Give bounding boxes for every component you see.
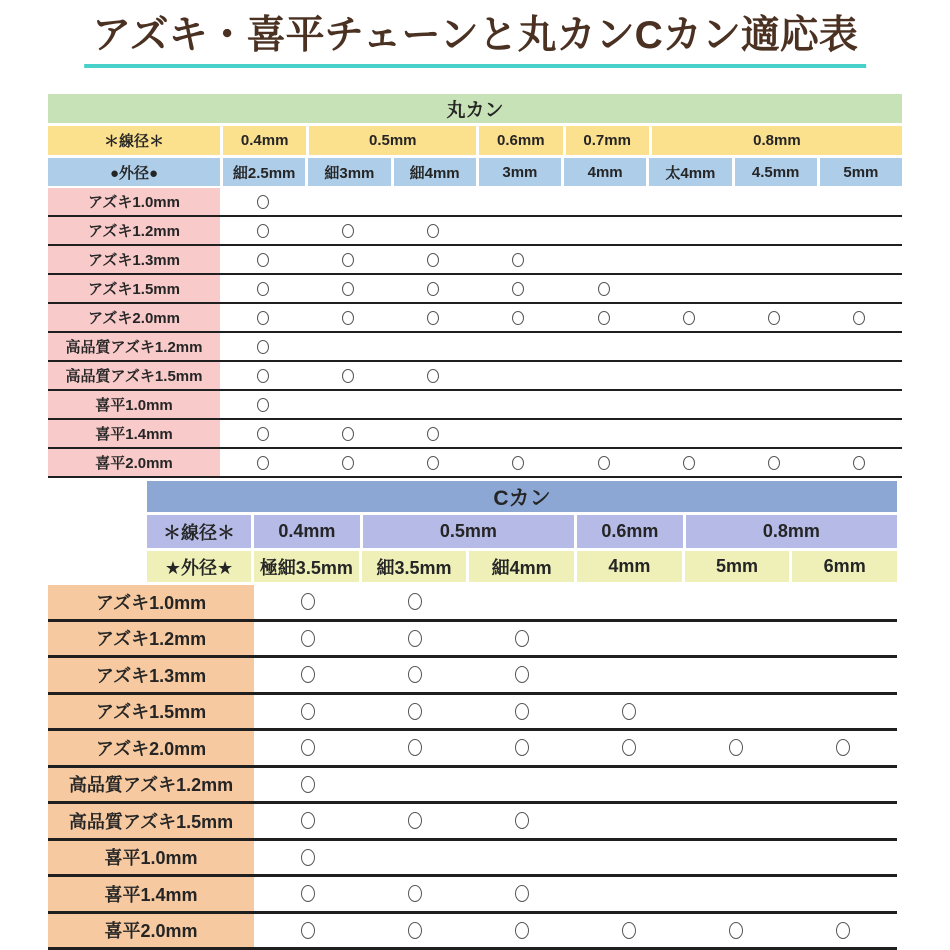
compatibility-circle: [729, 739, 743, 756]
compatibility-circle: [301, 703, 315, 720]
compatibility-circle: [515, 666, 529, 683]
chain-row-label: 喜平1.4mm: [48, 420, 220, 447]
compatibility-circle: [408, 703, 422, 720]
compat-cell: [576, 695, 683, 729]
compat-cell: [561, 449, 646, 476]
compat-cell: [646, 449, 731, 476]
compatibility-circle: [408, 630, 422, 647]
compat-cell: [561, 246, 646, 273]
compat-cell: [683, 768, 790, 802]
compat-cell: [561, 217, 646, 244]
compat-cell: [576, 585, 683, 619]
compatibility-circle: [408, 593, 422, 610]
compat-cell: [646, 420, 731, 447]
wire-diameter-cell: 0.8mm: [686, 515, 897, 548]
compat-cell: [476, 333, 561, 360]
chain-row-label: 高品質アズキ1.5mm: [48, 362, 220, 389]
compat-cell: [220, 391, 305, 418]
compatibility-circle: [427, 282, 439, 296]
compatibility-circle: [427, 456, 439, 470]
compat-cell: [683, 658, 790, 692]
compat-cell: [646, 391, 731, 418]
chain-row-label: アズキ1.2mm: [48, 622, 254, 656]
compat-cell: [305, 275, 390, 302]
compat-cell: [254, 841, 361, 875]
chain-row: [48, 449, 902, 478]
outer-diameter-cell: 5mm: [820, 158, 902, 186]
chain-row: [48, 622, 897, 659]
compat-cell: [361, 658, 468, 692]
compat-cell: [254, 768, 361, 802]
compat-cell: [790, 914, 897, 948]
chain-row-label: アズキ1.5mm: [48, 275, 220, 302]
compatibility-circle: [301, 630, 315, 647]
compat-cell: [817, 420, 902, 447]
compatibility-circle: [729, 922, 743, 939]
compat-cell: [732, 449, 817, 476]
compat-cell: [391, 391, 476, 418]
compat-cell: [732, 188, 817, 215]
compat-cell: [561, 275, 646, 302]
compat-cell: [683, 877, 790, 911]
compatibility-circle: [427, 224, 439, 238]
compat-cell: [561, 362, 646, 389]
compatibility-circle: [836, 739, 850, 756]
compat-cell: [391, 304, 476, 331]
compat-cell: [790, 731, 897, 765]
compat-cell: [220, 333, 305, 360]
compatibility-circle: [515, 812, 529, 829]
compatibility-circle: [257, 369, 269, 383]
chain-row: [48, 695, 897, 732]
compatibility-circle: [257, 224, 269, 238]
compat-cell: [220, 275, 305, 302]
compatibility-circle: [512, 311, 524, 325]
chain-row: [48, 420, 902, 449]
compat-cell: [391, 275, 476, 302]
compatibility-circle: [408, 885, 422, 902]
compat-cell: [576, 877, 683, 911]
compatibility-circle: [257, 282, 269, 296]
compatibility-circle: [342, 224, 354, 238]
compat-cell: [220, 304, 305, 331]
marukan-outer-row: [48, 158, 902, 186]
compat-cell: [732, 304, 817, 331]
compat-cell: [468, 768, 575, 802]
compat-cell: [646, 362, 731, 389]
compat-cell: [476, 391, 561, 418]
compatibility-circle: [408, 922, 422, 939]
chain-row: [48, 841, 897, 878]
compat-cell: [305, 217, 390, 244]
compat-cell: [254, 658, 361, 692]
compatibility-circle: [301, 666, 315, 683]
compat-cell: [561, 333, 646, 360]
chain-row: [48, 391, 902, 420]
chain-row: [48, 768, 897, 805]
compat-cell: [391, 362, 476, 389]
compat-cell: [732, 391, 817, 418]
compat-cell: [220, 188, 305, 215]
ckan-table-body: [48, 585, 897, 950]
compat-cell: [646, 217, 731, 244]
compat-cell: [790, 585, 897, 619]
compat-cell: [817, 391, 902, 418]
compat-cell: [561, 420, 646, 447]
wire-diameter-header-label: ＊線径＊: [48, 126, 220, 155]
outer-diameter-cell: 細3.5mm: [362, 551, 467, 582]
compat-cell: [361, 695, 468, 729]
compat-cell: [361, 622, 468, 656]
chain-row-label: アズキ1.2mm: [48, 217, 220, 244]
outer-diameter-header-label: ★外径★: [147, 551, 251, 582]
compatibility-circle: [301, 593, 315, 610]
chain-row-label: アズキ1.0mm: [48, 585, 254, 619]
compat-cell: [817, 449, 902, 476]
compat-cell: [576, 914, 683, 948]
outer-diameter-cell: 4.5mm: [735, 158, 817, 186]
compat-cell: [817, 188, 902, 215]
chain-row-label: 高品質アズキ1.2mm: [48, 768, 254, 802]
outer-diameter-cell: 3mm: [479, 158, 561, 186]
compatibility-circle: [515, 630, 529, 647]
chain-row-label: 高品質アズキ1.5mm: [48, 804, 254, 838]
compatibility-circle: [768, 311, 780, 325]
ckan-title: Cカン: [147, 481, 897, 512]
compatibility-circle: [257, 253, 269, 267]
compatibility-circle: [598, 456, 610, 470]
compatibility-circle: [512, 253, 524, 267]
compatibility-circle: [342, 282, 354, 296]
compat-cell: [790, 841, 897, 875]
compat-cell: [220, 362, 305, 389]
compatibility-circle: [301, 776, 315, 793]
compat-cell: [817, 246, 902, 273]
compatibility-circle: [301, 812, 315, 829]
compat-cell: [361, 804, 468, 838]
compatibility-circle: [683, 456, 695, 470]
compat-cell: [305, 391, 390, 418]
compatibility-circle: [257, 398, 269, 412]
compatibility-circle: [257, 311, 269, 325]
chain-row: [48, 333, 902, 362]
compatibility-circle: [768, 456, 780, 470]
compat-cell: [220, 449, 305, 476]
compat-cell: [561, 304, 646, 331]
compat-cell: [732, 275, 817, 302]
compat-cell: [790, 804, 897, 838]
wire-diameter-cell: 0.6mm: [479, 126, 562, 155]
compatibility-circle: [512, 456, 524, 470]
compat-cell: [790, 622, 897, 656]
outer-diameter-cell: 細4mm: [394, 158, 476, 186]
chain-row: [48, 658, 897, 695]
compatibility-circle: [342, 311, 354, 325]
outer-diameter-cell: 5mm: [685, 551, 790, 582]
compatibility-circle: [427, 311, 439, 325]
chain-row: [48, 217, 902, 246]
compat-cell: [732, 333, 817, 360]
compat-cell: [561, 188, 646, 215]
compatibility-circle: [427, 253, 439, 267]
wire-diameter-cell: 0.4mm: [223, 126, 306, 155]
wire-diameter-cell: 0.8mm: [652, 126, 902, 155]
compat-cell: [576, 622, 683, 656]
compatibility-circle: [408, 666, 422, 683]
compat-cell: [476, 362, 561, 389]
compat-cell: [361, 768, 468, 802]
compat-cell: [254, 622, 361, 656]
outer-diameter-header-label: ●外径●: [48, 158, 220, 186]
compat-cell: [254, 585, 361, 619]
compat-cell: [361, 841, 468, 875]
compatibility-circle: [836, 922, 850, 939]
compatibility-circle: [427, 369, 439, 383]
compat-cell: [817, 304, 902, 331]
compatibility-circle: [515, 739, 529, 756]
compatibility-circle: [853, 311, 865, 325]
compat-cell: [305, 188, 390, 215]
compat-cell: [683, 622, 790, 656]
compatibility-circle: [622, 703, 636, 720]
chain-row: [48, 246, 902, 275]
chain-row: [48, 275, 902, 304]
compat-cell: [790, 658, 897, 692]
outer-diameter-cell: 4mm: [564, 158, 646, 186]
compat-cell: [576, 731, 683, 765]
compat-cell: [817, 362, 902, 389]
compatibility-circle: [257, 427, 269, 441]
compatibility-circle: [342, 456, 354, 470]
compatibility-circle: [342, 369, 354, 383]
compat-cell: [305, 246, 390, 273]
compat-cell: [305, 362, 390, 389]
compat-cell: [476, 449, 561, 476]
chain-row: [48, 731, 897, 768]
compat-cell: [220, 246, 305, 273]
compatibility-circle: [515, 922, 529, 939]
compat-cell: [391, 333, 476, 360]
compat-cell: [361, 877, 468, 911]
compat-cell: [683, 731, 790, 765]
wire-diameter-cell: 0.4mm: [254, 515, 360, 548]
compat-cell: [476, 275, 561, 302]
chain-row-label: アズキ1.3mm: [48, 246, 220, 273]
compatibility-circle: [512, 282, 524, 296]
compatibility-circle: [301, 849, 315, 866]
chain-row: [48, 804, 897, 841]
compatibility-circle: [853, 456, 865, 470]
compat-cell: [391, 188, 476, 215]
chain-row-label: アズキ1.3mm: [48, 658, 254, 692]
chain-row-label: アズキ2.0mm: [48, 731, 254, 765]
compat-cell: [391, 246, 476, 273]
compat-cell: [732, 420, 817, 447]
compat-cell: [732, 217, 817, 244]
ckan-outer-row: [147, 551, 897, 582]
page-title: アズキ・喜平チェーンと丸カンCカン適応表: [84, 14, 866, 68]
compat-cell: [468, 622, 575, 656]
compat-cell: [646, 304, 731, 331]
outer-diameter-cell: 細2.5mm: [223, 158, 305, 186]
chain-row-label: アズキ1.0mm: [48, 188, 220, 215]
compat-cell: [790, 768, 897, 802]
compat-cell: [646, 188, 731, 215]
compat-cell: [220, 420, 305, 447]
wire-diameter-cell: 0.5mm: [309, 126, 476, 155]
chain-row: [48, 877, 897, 914]
compat-cell: [391, 217, 476, 244]
chain-row-label: 高品質アズキ1.2mm: [48, 333, 220, 360]
ckan-wire-row: [147, 515, 897, 548]
compat-cell: [305, 304, 390, 331]
marukan-title: 丸カン: [48, 94, 902, 123]
compat-cell: [361, 914, 468, 948]
compat-cell: [683, 585, 790, 619]
compatibility-circle: [257, 456, 269, 470]
compat-cell: [476, 246, 561, 273]
compat-cell: [683, 914, 790, 948]
compat-cell: [790, 695, 897, 729]
compatibility-circle: [598, 282, 610, 296]
outer-diameter-cell: 4mm: [577, 551, 682, 582]
chain-row-label: 喜平1.0mm: [48, 391, 220, 418]
compat-cell: [683, 804, 790, 838]
compat-cell: [476, 304, 561, 331]
compat-cell: [576, 804, 683, 838]
compat-cell: [576, 658, 683, 692]
compatibility-circle: [301, 739, 315, 756]
compat-cell: [683, 841, 790, 875]
compat-cell: [732, 362, 817, 389]
ckan-table-header: [147, 481, 897, 582]
compatibility-circle: [301, 885, 315, 902]
compat-cell: [817, 217, 902, 244]
compat-cell: [254, 914, 361, 948]
compatibility-circle: [598, 311, 610, 325]
compat-cell: [391, 449, 476, 476]
compatibility-circle: [301, 922, 315, 939]
compatibility-circle: [683, 311, 695, 325]
compat-cell: [476, 420, 561, 447]
compat-cell: [305, 449, 390, 476]
compat-cell: [468, 585, 575, 619]
chain-row: [48, 585, 897, 622]
compat-cell: [468, 877, 575, 911]
compat-cell: [683, 695, 790, 729]
compat-cell: [254, 731, 361, 765]
compatibility-circle: [515, 703, 529, 720]
compat-cell: [305, 333, 390, 360]
compat-cell: [476, 188, 561, 215]
compat-cell: [817, 333, 902, 360]
compat-cell: [254, 695, 361, 729]
chain-row: [48, 188, 902, 217]
compatibility-circle: [342, 427, 354, 441]
chain-row: [48, 304, 902, 333]
compat-cell: [305, 420, 390, 447]
compat-cell: [561, 391, 646, 418]
compatibility-circle: [622, 922, 636, 939]
compat-cell: [646, 333, 731, 360]
compatibility-circle: [257, 195, 269, 209]
compat-cell: [646, 275, 731, 302]
compat-cell: [576, 841, 683, 875]
compat-cell: [391, 420, 476, 447]
compat-cell: [817, 275, 902, 302]
compat-cell: [254, 877, 361, 911]
compatibility-circle: [408, 812, 422, 829]
wire-diameter-cell: 0.5mm: [363, 515, 574, 548]
chain-row-label: 喜平2.0mm: [48, 914, 254, 948]
compatibility-circle: [622, 739, 636, 756]
compat-cell: [468, 914, 575, 948]
marukan-wire-row: [48, 126, 902, 155]
outer-diameter-cell: 太4mm: [649, 158, 731, 186]
compatibility-circle: [342, 253, 354, 267]
chain-row-label: 喜平2.0mm: [48, 449, 220, 476]
compat-cell: [361, 731, 468, 765]
outer-diameter-cell: 細4mm: [469, 551, 574, 582]
chain-row-label: アズキ2.0mm: [48, 304, 220, 331]
marukan-table: [48, 94, 902, 478]
chain-row-label: 喜平1.0mm: [48, 841, 254, 875]
compatibility-circle: [515, 885, 529, 902]
compat-cell: [254, 804, 361, 838]
compat-cell: [468, 841, 575, 875]
compat-cell: [220, 217, 305, 244]
compatibility-circle: [427, 427, 439, 441]
outer-diameter-cell: 6mm: [792, 551, 897, 582]
compat-cell: [732, 246, 817, 273]
compat-cell: [468, 804, 575, 838]
compat-cell: [476, 217, 561, 244]
compat-cell: [468, 658, 575, 692]
compat-cell: [790, 877, 897, 911]
wire-diameter-cell: 0.7mm: [566, 126, 649, 155]
chain-row: [48, 914, 897, 950]
compat-cell: [361, 585, 468, 619]
compat-cell: [576, 768, 683, 802]
outer-diameter-cell: 極細3.5mm: [254, 551, 359, 582]
chain-row-label: 喜平1.4mm: [48, 877, 254, 911]
outer-diameter-cell: 細3mm: [308, 158, 390, 186]
compat-cell: [468, 695, 575, 729]
compat-cell: [646, 246, 731, 273]
compat-cell: [468, 731, 575, 765]
compatibility-circle: [257, 340, 269, 354]
wire-diameter-header-label: ＊線径＊: [147, 515, 251, 548]
chain-row: [48, 362, 902, 391]
compatibility-circle: [408, 739, 422, 756]
chain-row-label: アズキ1.5mm: [48, 695, 254, 729]
wire-diameter-cell: 0.6mm: [577, 515, 683, 548]
